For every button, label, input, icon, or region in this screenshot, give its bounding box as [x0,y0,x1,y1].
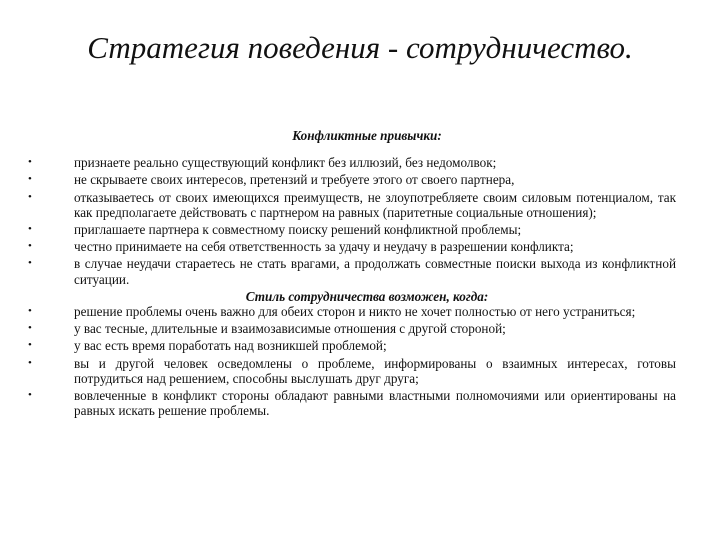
list-item: • у вас тесные, длительные и взаимозависимые отношения с другой стороной; [28,321,676,336]
list-item: • вы и другой человек осведомлены о проблеме, информированы о взаимных интересах, готовы потрудиться над решением, способны выслушать друг друга; [28,356,676,386]
slide-body [28,128,676,420]
list-item: • честно принимаете на себя ответственность за удачу и неудачу в разрешении конфликта; [28,239,676,254]
conditions-list [28,304,676,418]
section-heading-habits: Конфликтные привычки: [292,128,442,143]
slide-title: Стратегия поведения - сотрудничество. [87,30,633,65]
section-heading-when: Стиль сотрудничества возможен, когда: [245,288,489,304]
list-item: • решение проблемы очень важно для обеих сторон и никто не хочет полностью от него устраниться; [28,304,676,319]
list-item: • у вас есть время поработать над возникшей проблемой; [28,338,676,353]
list-item: • в случае неудачи стараетесь не стать врагами, а продолжать совместные поиски выхода из конфликтной ситуации. [28,256,676,286]
list-item: • признаете реально существующий конфликт без иллюзий, без недомолвок; [28,155,676,170]
habits-list [28,155,676,287]
list-item: • приглашаете партнера к совместному поиску решений конфликтной проблемы; [28,222,676,237]
list-item: • не скрываете своих интересов, претензий и требуете этого от своего партнера, [28,172,676,187]
list-item: • отказываетесь от своих имеющихся преимуществ, не злоупотребляете своим силовым потенциалом, так как предполагаете действовать с партнером на равных (паритетные социальные отношения); [28,190,676,220]
list-item: • вовлеченные в конфликт стороны обладают равными властными полномочиями или ориентированы на равных искать решение проблемы. [28,388,676,418]
